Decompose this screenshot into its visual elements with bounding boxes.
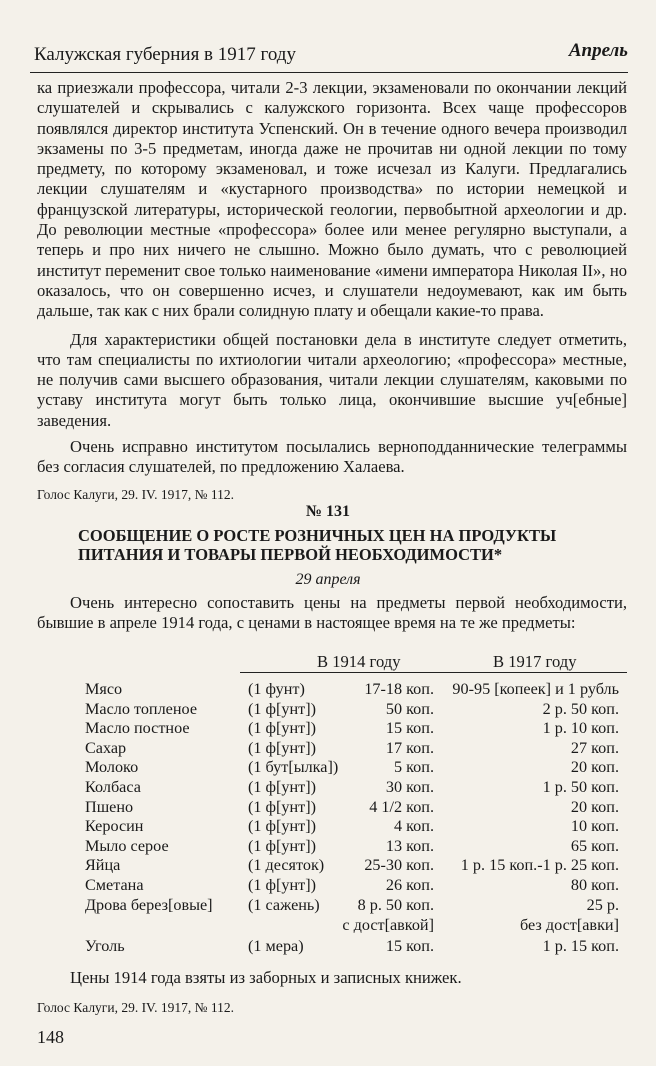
price-1914: 17-18 коп. <box>364 680 434 698</box>
item-unit: (1 сажень) <box>248 895 320 914</box>
price-1917: без дост[авки] <box>520 916 619 935</box>
price-1917: 1 р. 10 коп. <box>542 719 619 738</box>
price-1914: с дост[авкой] <box>342 916 434 935</box>
column-header-1914: В 1914 году <box>317 652 401 671</box>
table-row <box>0 896 656 916</box>
table-row <box>0 739 656 759</box>
price-1917: 80 коп. <box>570 876 619 894</box>
item-name: Яйца <box>85 856 121 875</box>
price-1917: 1 р. 50 коп. <box>542 778 619 796</box>
item-unit: (1 мера) <box>248 936 304 955</box>
source-citation-2: Голос Калуги, 29. IV. 1917, № 112. <box>37 1000 234 1015</box>
price-1917: 10 коп. <box>570 817 619 836</box>
item-unit: (1 ф[унт]) <box>248 778 317 796</box>
table-row <box>0 817 656 837</box>
item-unit: (1 фунт) <box>248 680 305 698</box>
item-unit: (1 ф[унт]) <box>248 876 317 894</box>
price-1917: 2 р. 50 коп. <box>542 699 619 718</box>
price-1914: 4 коп. <box>394 817 434 836</box>
item-unit: (1 ф[унт]) <box>248 797 317 816</box>
item-unit: (1 ф[унт]) <box>248 699 317 718</box>
item-name: Мясо <box>85 680 123 698</box>
price-1917: 65 коп. <box>570 836 619 855</box>
paragraph-2: Для характеристики общей постановки дела в институте следует отметить, что там специалисты по ихтиологии читали археологию; «профессора» местные, не получив сами высшего образования, читали лекции слушателям, каковыми по уставу института могут быть только лица, окончившие высшие уч[ебные] заведения. <box>37 329 627 430</box>
price-1914: 4 1/2 коп. <box>369 797 434 816</box>
price-1914: 50 коп. <box>385 699 434 718</box>
item-name: Масло топленое <box>85 699 198 718</box>
price-1914: 15 коп. <box>385 936 434 955</box>
price-1914: 15 коп. <box>385 719 434 738</box>
item-name: Керосин <box>85 817 144 836</box>
page-number: 148 <box>37 1027 64 1047</box>
price-1914: 5 коп. <box>394 758 434 777</box>
table-row <box>0 837 656 857</box>
item-unit: (1 десяток) <box>248 856 325 875</box>
item-name: Пшено <box>85 797 134 816</box>
paragraph-1: ка приезжали профессора, читали 2-3 лекции, экзаменовали по окончании лекций слушателей и скрывались с калужского горизонта. Всех чаще профессоров появлялся директор института Успенский. Он в течение одного вечера производил экзамены по 3-5 предметам, иногда даже не прочитав ни одной лекции по тому предмету, по которому экзаменовал, и тоже исчезал из Калуги. Предлагались лекции слушателям и «кустарного производства» по истории немецкой и французской литературы, исторической геологии, первобытной археологии и др. До революции местные «профессора» более или менее регулярно выступали, а теперь и про них ничего не слышно. Можно было думать, что с революцией институт переменит свое только наименование «имени императора Николая II», но оказалось, что он совершенно исчез, и слушатели недоумевают, как им быть дальше, так как с них брали солидную плату и обещали какие-то права. <box>37 78 627 321</box>
price-1914: 13 коп. <box>385 836 434 855</box>
price-1917: 25 р. <box>586 895 619 914</box>
paragraph-3: Очень исправно институтом посылались верноподданнические телеграммы без согласия слушателей, по предложению Халаева. <box>37 437 627 477</box>
header-month: Апрель <box>568 40 628 61</box>
document-title: СООБЩЕНИЕ О РОСТЕ РОЗНИЧНЫХ ЦЕН НА ПРОДУКТЫ ПИТАНИЯ И ТОВАРЫ ПЕРВОЙ НЕОБХОДИМОСТИ* <box>78 526 557 564</box>
item-name: Мыло серое <box>85 836 169 855</box>
column-header-1917: В 1917 году <box>493 652 577 671</box>
price-1914: 17 коп. <box>385 738 434 757</box>
item-name: Колбаса <box>85 778 141 796</box>
item-name: Масло постное <box>85 719 190 738</box>
table-row <box>0 916 656 936</box>
item-name: Дрова берез[овые] <box>85 895 213 914</box>
table-row <box>0 680 656 700</box>
item-name: Сметана <box>85 876 144 894</box>
price-1917: 90-95 [копеек] и 1 рубль <box>452 680 619 698</box>
price-1914: 25-30 коп. <box>364 856 434 875</box>
item-name: Сахар <box>85 738 127 757</box>
table-row <box>0 937 656 957</box>
price-1914: 26 коп. <box>385 876 434 894</box>
table-row <box>0 719 656 739</box>
source-citation-1: Голос Калуги, 29. IV. 1917, № 112. <box>37 487 234 502</box>
table-row <box>0 778 656 798</box>
table-row <box>0 798 656 818</box>
table-row <box>0 856 656 876</box>
item-name: Уголь <box>85 936 125 955</box>
price-1917: 20 коп. <box>570 758 619 777</box>
item-unit: (1 ф[унт]) <box>248 719 317 738</box>
document-date: 29 апреля <box>295 571 361 588</box>
item-unit: (1 ф[унт]) <box>248 836 317 855</box>
price-1914: 30 коп. <box>385 778 434 796</box>
header-rule <box>240 672 627 673</box>
item-unit: (1 бут[ылка]) <box>248 758 339 777</box>
table-row <box>0 876 656 896</box>
closing-note: Цены 1914 года взяты из заборных и записных книжек. <box>70 968 462 987</box>
item-unit: (1 ф[унт]) <box>248 817 317 836</box>
price-1917: 27 коп. <box>570 738 619 757</box>
header-title: Калужская губерния в 1917 году <box>34 44 296 65</box>
item-unit: (1 ф[унт]) <box>248 738 317 757</box>
document-number: № 131 <box>305 503 351 520</box>
table-row <box>0 758 656 778</box>
document-intro: Очень интересно сопоставить цены на предметы первой необходимости, бывшие в апреле 1914 года, с ценами в настоящее время на те же предметы: <box>37 593 627 633</box>
item-name: Молоко <box>85 758 139 777</box>
price-1917: 1 р. 15 коп. <box>542 936 619 955</box>
price-1917: 20 коп. <box>570 797 619 816</box>
price-1914: 8 р. 50 коп. <box>357 895 434 914</box>
table-row <box>0 700 656 720</box>
price-1917: 1 р. 15 коп.-1 р. 25 коп. <box>460 856 619 875</box>
